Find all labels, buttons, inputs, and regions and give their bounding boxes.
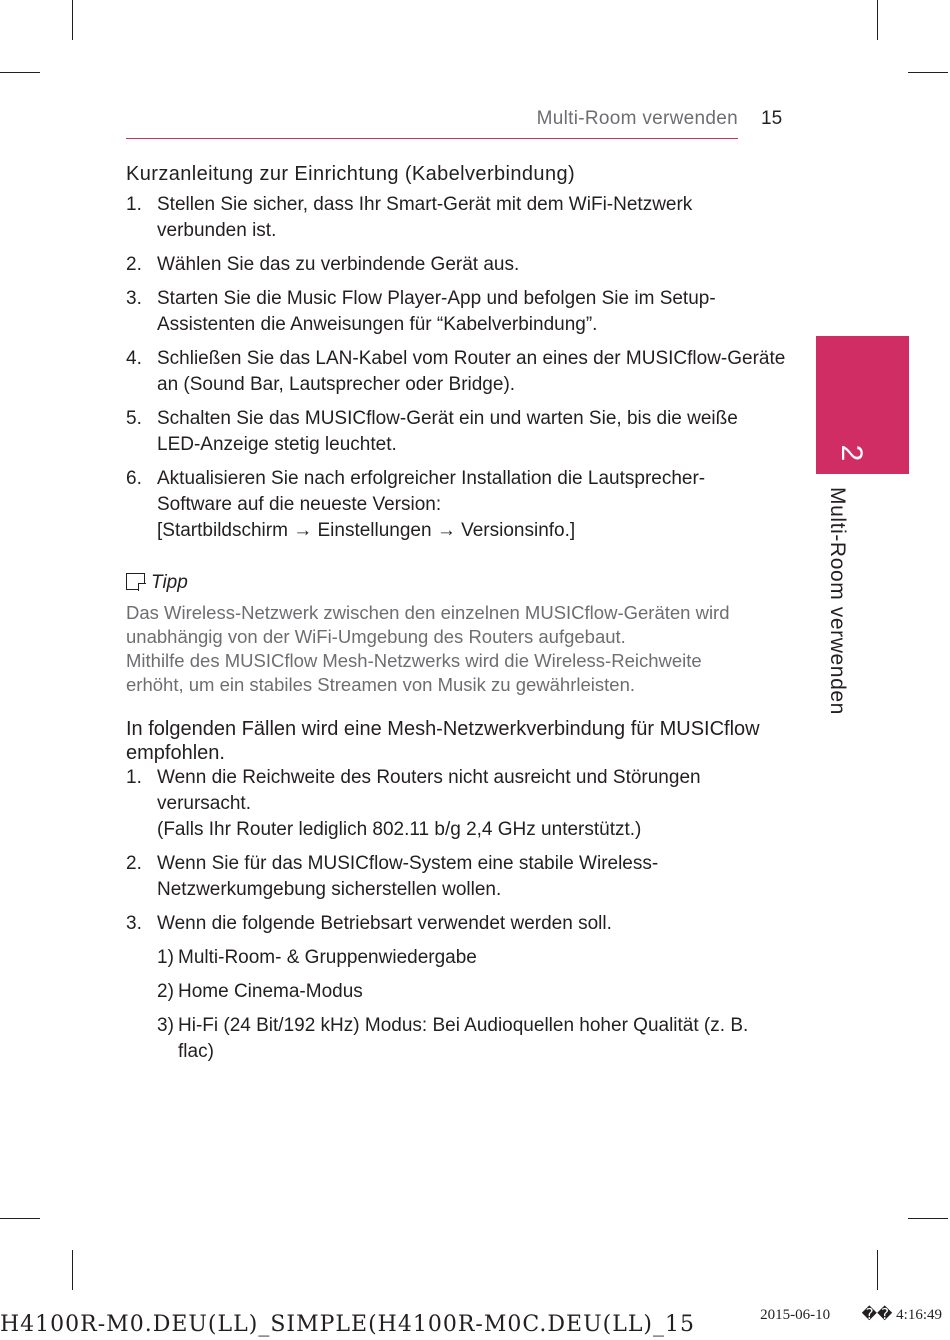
item-number: 1. <box>126 767 142 788</box>
mesh-mode <box>157 1013 790 1065</box>
setup-heading: Kurzanleitung zur Einrichtung (Kabelverbindung) <box>126 163 576 185</box>
text-line: Software auf die neueste Version: <box>157 494 442 515</box>
mesh-case <box>126 765 790 843</box>
page-content <box>126 160 790 1073</box>
setup-step <box>126 346 790 398</box>
text-line: Home Cinema-Modus <box>178 981 363 1002</box>
chapter-number: 2 <box>835 444 868 462</box>
page-number: 15 <box>761 108 783 129</box>
crop-mark <box>0 1218 40 1219</box>
tipp-line: erhöht, um ein stabiles Streamen von Musik zu gewährleisten. <box>126 674 636 695</box>
mesh-heading-line: empfohlen. <box>126 742 225 764</box>
item-number: 3. <box>126 913 142 934</box>
text-line: Aktualisieren Sie nach erfolgreicher Installation die Lautsprecher- <box>157 468 706 489</box>
item-number: 3. <box>126 288 142 309</box>
item-number: 3) <box>157 1015 174 1036</box>
mesh-mode <box>157 945 790 971</box>
mesh-section <box>126 717 790 1065</box>
crop-mark <box>0 72 40 73</box>
setup-steps-list <box>126 192 790 544</box>
text-line: Wählen Sie das zu verbindende Gerät aus. <box>157 254 520 275</box>
crop-mark <box>908 72 948 73</box>
crop-mark <box>877 0 878 40</box>
text-line: Schalten Sie das MUSICflow-Gerät ein und warten Sie, bis die weiße <box>157 408 738 429</box>
crop-mark <box>877 1250 878 1290</box>
text-line: Multi-Room- & Gruppenwiedergabe <box>178 947 477 968</box>
mesh-mode <box>157 979 790 1005</box>
chapter-tab <box>816 336 909 474</box>
item-number: 5. <box>126 408 142 429</box>
header-title: Multi-Room verwenden <box>536 108 738 129</box>
crop-mark <box>72 1250 73 1290</box>
item-number: 1) <box>157 947 174 968</box>
item-number: 4. <box>126 348 142 369</box>
text-line: Assistenten die Anweisungen für “Kabelverbindung”. <box>157 314 598 335</box>
note-icon <box>126 573 145 590</box>
mesh-heading-line: In folgenden Fällen wird eine Mesh-Netzwerkverbindung für MUSICflow <box>126 718 760 740</box>
print-marker: �� <box>861 1307 893 1323</box>
text-line: verursacht. <box>157 793 251 814</box>
item-number: 2. <box>126 853 142 874</box>
text-line: (Falls Ihr Router lediglich 802.11 b/g 2,4 GHz unterstützt.) <box>157 819 642 840</box>
text-line: Hi-Fi (24 Bit/192 kHz) Modus: Bei Audioquellen hoher Qualität (z. B. <box>178 1015 749 1036</box>
text-line: Wenn Sie für das MUSICflow-System eine stabile Wireless- <box>157 853 659 874</box>
mesh-modes-list <box>126 945 790 1065</box>
item-number: 2. <box>126 254 142 275</box>
setup-step <box>126 406 790 458</box>
item-number: 6. <box>126 468 142 489</box>
tipp-line: unabhängig von der WiFi-Umgebung des Routers aufgebaut. <box>126 626 626 647</box>
text-line: Wenn die folgende Betriebsart verwendet werden soll. <box>157 913 612 934</box>
text-line: Netzwerkumgebung sicherstellen wollen. <box>157 879 502 900</box>
item-number: 2) <box>157 981 174 1002</box>
tipp-line: Mithilfe des MUSICflow Mesh-Netzwerks wird die Wireless-Reichweite <box>126 650 702 671</box>
text-line: Wenn die Reichweite des Routers nicht ausreicht und Störungen <box>157 767 701 788</box>
crop-mark <box>72 0 73 40</box>
item-number: 1. <box>126 194 142 215</box>
setup-step <box>126 286 790 338</box>
setup-step <box>126 192 790 244</box>
print-date: 2015-06-10 <box>760 1307 831 1323</box>
text-line: Stellen Sie sicher, dass Ihr Smart-Gerät mit dem WiFi-Netzwerk <box>157 194 693 215</box>
text-line: Starten Sie die Music Flow Player-App und befolgen Sie im Setup- <box>157 288 716 309</box>
tipp-box <box>126 570 790 697</box>
setup-step <box>126 252 790 278</box>
print-slug: H4100R-M0.DEU(LL)_SIMPLE(H4100R-M0C.DEU(LL)_15 <box>0 1312 696 1337</box>
print-timestamp <box>760 1305 942 1324</box>
chapter-label: Multi-Room verwenden <box>826 487 849 715</box>
text-line: flac) <box>178 1041 214 1062</box>
text-line: an (Sound Bar, Lautsprecher oder Bridge). <box>157 374 516 395</box>
mesh-case <box>126 851 790 903</box>
mesh-cases-list <box>126 765 790 937</box>
tipp-label: Tipp <box>151 572 188 593</box>
text-line: verbunden ist. <box>157 220 277 241</box>
mesh-heading <box>126 717 790 765</box>
text-line: LED-Anzeige stetig leuchtet. <box>157 434 397 455</box>
setup-step <box>126 466 790 544</box>
tipp-line: Das Wireless-Netzwerk zwischen den einzelnen MUSICflow-Geräten wird <box>126 602 730 623</box>
page-header <box>126 106 738 139</box>
tipp-text <box>126 601 790 697</box>
text-line: [Startbildschirm → Einstellungen → Versionsinfo.] <box>157 520 576 541</box>
text-line: Schließen Sie das LAN-Kabel vom Router an eines der MUSICflow-Geräte <box>157 348 786 369</box>
print-time: 4:16:49 <box>896 1307 942 1323</box>
mesh-case <box>126 911 790 937</box>
crop-mark <box>908 1218 948 1219</box>
